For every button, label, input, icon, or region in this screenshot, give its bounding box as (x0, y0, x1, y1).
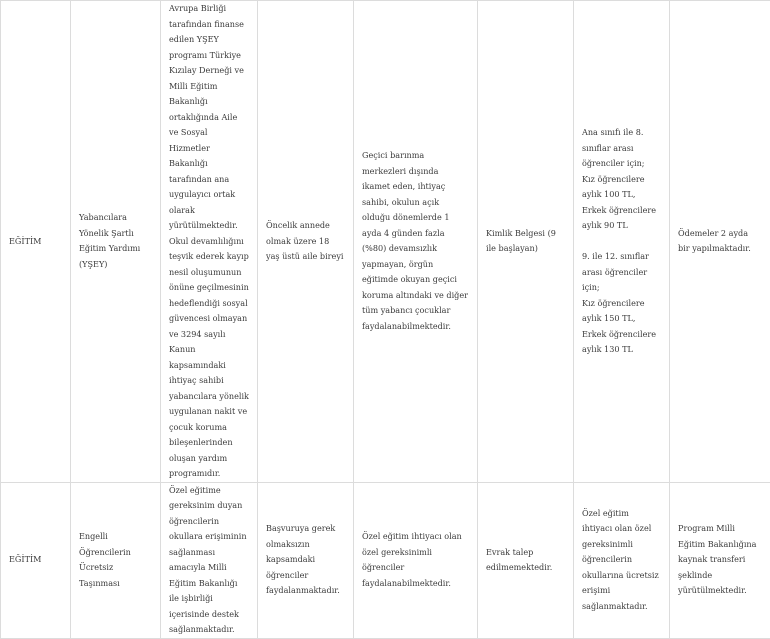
table-row (1, 482, 770, 638)
category-cell: EĞİTİM (1, 1, 71, 483)
target-cell: Öncelik annede olmak üzere 18 yaş üstü aile bireyi (258, 1, 354, 483)
description-cell: Avrupa Birliği tarafından finanse edilen YŞEY programı Türkiye Kızılay Derneği ve Milli Eğitim Bakanlığı ortaklığında Aile ve Sosyal Hizmetler Bakanlığı tarafından ana uygulayıcı ortak olarak yürütülmektedir. Okul devamlılığını teşvik ederek kayıp nesil oluşumunun önüne geçilmesinin hedeflendiği sosyal güvencesi olmayan ve 3294 sayılı Kanun kapsamındaki ihtiyaç sahibi yabancılara yönelik uygulanan nakit ve çocuk koruma bileşenlerinden oluşan yardım programıdır. (161, 1, 258, 483)
payment-cell: Ödemeler 2 ayda bir yapılmaktadır. (670, 1, 770, 483)
category-cell: EĞİTİM (1, 482, 71, 638)
documents-cell: Kimlik Belgesi (9 ile başlayan) (478, 1, 574, 483)
program-name-cell: Yabancılara Yönelik Şartlı Eğitim Yardımı (YŞEY) (71, 1, 161, 483)
table-row (1, 1, 770, 483)
conditions-cell: Geçici barınma merkezleri dışında ikamet eden, ihtiyaç sahibi, okulun açık olduğu dönemlerde 1 ayda 4 günden fazla (%80) devamsızlık yapmayan, örgün eğitimde okuyan geçici koruma altındaki ve diğer tüm yabancı çocuklar faydalanabilmektedir. (354, 1, 478, 483)
documents-cell: Evrak talep edilmemektedir. (478, 482, 574, 638)
conditions-cell: Özel eğitim ihtiyacı olan özel gereksinimli öğrenciler faydalanabilmektedir. (354, 482, 478, 638)
program-name-cell: Engelli Öğrencilerin Ücretsiz Taşınması (71, 482, 161, 638)
description-cell: Özel eğitime gereksinim duyan öğrencilerin okullara erişiminin sağlanması amacıyla Milli Eğitim Bakanlığı ile işbirliği içerisinde destek sağlanmaktadır. (161, 482, 258, 638)
amount-cell: Özel eğitim ihtiyacı olan özel gereksinimli öğrencilerin okullarına ücretsiz erişimi sağlanmaktadır. (574, 482, 670, 638)
target-cell: Başvuruya gerek olmaksızın kapsamdaki öğrenciler faydalanmaktadır. (258, 482, 354, 638)
payment-cell: Program Milli Eğitim Bakanlığına kaynak transferi şeklinde yürütülmektedir. (670, 482, 770, 638)
amount-cell: Ana sınıfı ile 8. sınıflar arası öğrenciler için; Kız öğrencilere aylık 100 TL, Erkek öğrencilere aylık 90 TL 9. ile 12. sınıflar arası öğrenciler için; Kız öğrencilere aylık 150 TL, Erkek öğrencilere aylık 130 TL (574, 1, 670, 483)
